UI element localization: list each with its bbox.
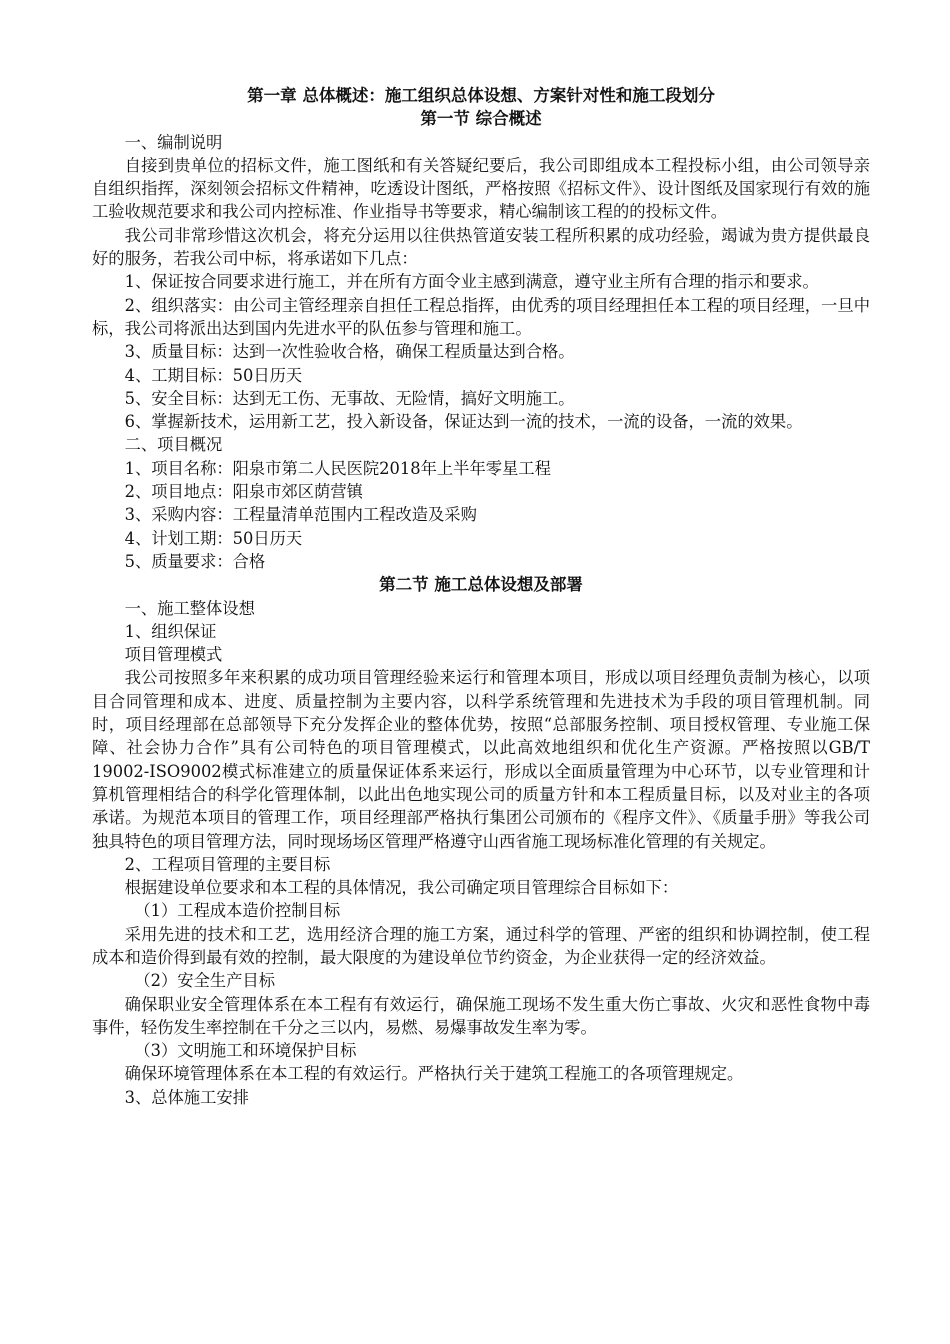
- paragraph: 确保职业安全管理体系在本工程有有效运行，确保施工现场不发生重大伤亡事故、火灾和恶性食物中毒事件，轻伤发生率控制在千分之三以内，易燃、易爆事故发生率为零。: [92, 994, 870, 1037]
- list-item: 6、掌握新技术，运用新工艺，投入新设备，保证达到一流的技术，一流的设备，一流的效果。: [124, 412, 803, 432]
- list-item: 5、质量要求：合格: [124, 551, 266, 571]
- subheading: 1、组织保证: [124, 621, 217, 641]
- paragraph: 我公司按照多年来积累的成功项目管理经验来运行和管理本项目，形成以项目经理负责制为核心，以项目合同管理和成本、进度、质量控制为主要内容，以科学系统管理和先进技术为手段的项目管理机制。同时，项目经理部在总部领导下充分发挥企业的整体优势，按照“总部服务控制、项目授权管理、专业施工保障、社会协力合作”具有公司特色的项目管理模式，以此高效地组织和优化生产资源。严格按照以GB/T 19002-ISO9002模式标准建立的质量保证体系来运行，形成以全面质量管理为中心环节，以专业管理和计算机管理相结合的科学化管理体制，以此出色地实现公司的质量方针和本工程质量目标，以及对业主的各项承诺。为规范本项目的管理工作，项目经理部严格执行集团公司颁布的《程序文件》、《质量手册》等我公司独具特色的项目管理方法，同时现场场区管理严格遵守山西省施工现场标准化管理的有关规定。: [92, 668, 870, 851]
- document-page: [92, 84, 870, 1109]
- subheading: 3、总体施工安排: [124, 1087, 249, 1107]
- heading: 二、项目概况: [124, 435, 223, 455]
- subheading: 2、工程项目管理的主要目标: [124, 854, 331, 874]
- paragraph: 自接到贵单位的招标文件，施工图纸和有关答疑纪要后，我公司即组成本工程投标小组，由公司领导亲自组织指挥，深刻领会招标文件精神，吃透设计图纸，严格按照《招标文件》、设计图纸及国家现行有效的施工验收规范要求和我公司内控标准、作业指导书等要求，精心编制该工程的的投标文件。: [92, 155, 870, 222]
- list-item: 1、项目名称：阳泉市第二人民医院2018年上半年零星工程: [124, 458, 551, 478]
- heading: 一、施工整体设想: [124, 598, 255, 618]
- list-item: 3、质量目标：达到一次性验收合格，确保工程质量达到合格。: [124, 342, 575, 362]
- heading: 一、编制说明: [124, 132, 223, 152]
- list-item: 2、组织落实：由公司主管经理亲自担任工程总指挥，由优秀的项目经理担任本工程的项目经理，一旦中标，我公司将派出达到国内先进水平的队伍参与管理和施工。: [92, 295, 870, 338]
- paragraph: 我公司非常珍惜这次机会，将充分运用以往供热管道安装工程所积累的成功经验，竭诚为贵方提供最良好的服务，若我公司中标，将承诺如下几点：: [92, 225, 870, 269]
- section-title: 第一节 综合概述: [420, 109, 542, 129]
- chapter-title: 第一章 总体概述：施工组织总体设想、方案针对性和施工段划分: [247, 86, 715, 105]
- paragraph: 采用先进的技术和工艺，选用经济合理的施工方案，通过科学的管理、严密的组织和协调控制，使工程成本和造价得到最有效的控制，最大限度的为建设单位节约资金，为企业获得一定的经济效益。: [92, 924, 870, 967]
- paragraph: 根据建设单位要求和本工程的具体情况，我公司确定项目管理综合目标如下：: [124, 878, 679, 898]
- subheading: （2）安全生产目标: [134, 971, 275, 991]
- subheading: （3）文明施工和环境保护目标: [134, 1041, 357, 1061]
- list-item: 4、工期目标：50日历天: [124, 365, 303, 385]
- list-item: 3、采购内容：工程量清单范围内工程改造及采购: [124, 505, 477, 525]
- paragraph: 确保环境管理体系在本工程的有效运行。严格执行关于建筑工程施工的各项管理规定。: [124, 1064, 744, 1084]
- list-item: 1、保证按合同要求进行施工，并在所有方面令业主感到满意，遵守业主所有合理的指示和要求。: [124, 272, 819, 292]
- list-item: 2、项目地点：阳泉市郊区荫营镇: [124, 482, 363, 502]
- subheading: （1）工程成本造价控制目标: [134, 901, 341, 921]
- section-title: 第二节 施工总体设想及部署: [379, 575, 583, 595]
- list-item: 4、计划工期：50日历天: [124, 528, 303, 548]
- list-item: 5、安全目标：达到无工伤、无事故、无险情，搞好文明施工。: [124, 388, 575, 408]
- subheading: 项目管理模式: [124, 645, 223, 665]
